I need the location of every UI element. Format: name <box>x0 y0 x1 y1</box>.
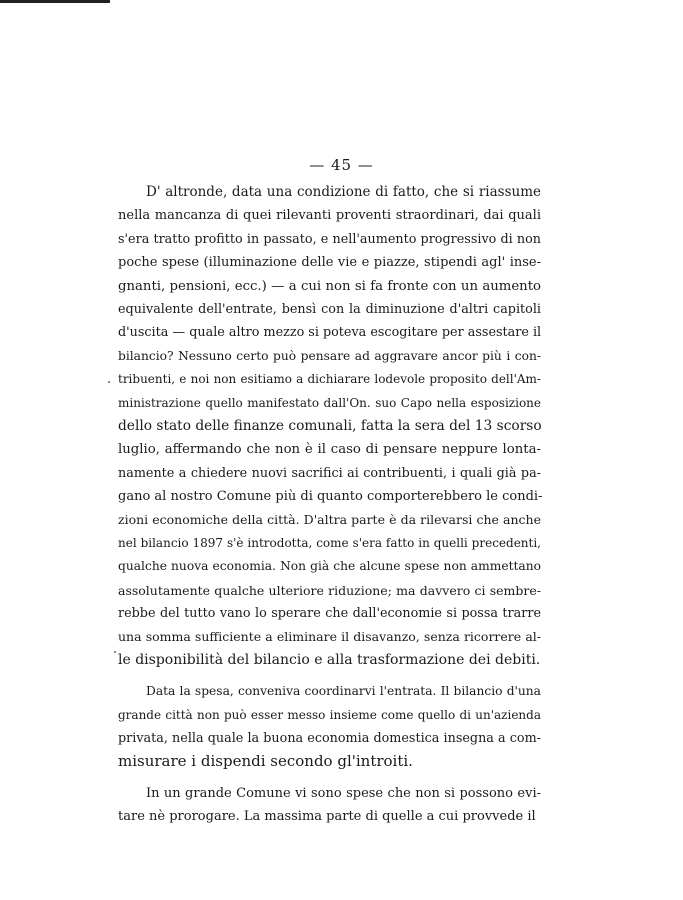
text-line: dello stato delle finanze comunali, fatta la sera del 13 scorso <box>118 417 542 434</box>
text-line: equivalente dell'entrate, bensì con la diminuzione d'altri capitoli <box>118 301 541 317</box>
paragraph <box>118 181 541 672</box>
text-line: In un grande Comune vi sono spese che non si possono evi- <box>146 785 541 801</box>
text-line: gano al nostro Comune più di quanto comporterebbero le condi- <box>118 489 543 505</box>
body-text <box>118 181 541 829</box>
text-line: luglio, affermando che non è il caso di pensare neppure lonta- <box>118 442 541 458</box>
text-line: misurare i dispendi secondo gl'introiti. <box>118 752 413 771</box>
text-line: nel bilancio 1897 s'è introdotta, come s'era fatto in quelli precedenti, <box>118 535 541 550</box>
text-line: Data la spesa, conveniva coordinarvi l'entrata. Il bilancio d'una <box>146 684 541 699</box>
paragraph-gap <box>118 672 541 680</box>
scan-speck <box>114 651 116 653</box>
text-line: tribuenti, e noi non esitiamo a dichiarare lodevole proposito dell'Am- <box>118 372 541 387</box>
text-line: le disponibilità del bilancio e alla trasformazione dei debiti. <box>118 651 541 668</box>
text-line: rebbe del tutto vano lo sperare che dall'economie si possa trarre <box>118 606 541 622</box>
text-line: assolutamente qualche ulteriore riduzione; ma davvero ci sembre- <box>118 582 541 598</box>
text-line: nella mancanza di quei rilevanti proventi straordinari, dai quali <box>118 208 541 224</box>
text-line: D' altronde, data una condizione di fatto, che si riassume <box>146 184 541 200</box>
paragraph <box>118 680 541 774</box>
text-line: una somma sufficiente a eliminare il disavanzo, senza ricorrere al- <box>118 629 541 645</box>
text-line: s'era tratto profitto in passato, e nell'aumento progressivo di non <box>118 231 541 247</box>
text-line: zioni economiche della città. D'altra parte è da rilevarsi che anche <box>118 512 541 528</box>
text-line: privata, nella quale la buona economia domestica insegna a com- <box>118 730 541 746</box>
text-line: qualche nuova economia. Non già che alcune spese non ammettano <box>118 559 541 574</box>
scan-speck <box>108 381 110 383</box>
text-line: bilancio? Nessuno certo può pensare ad aggravare ancor più i con- <box>118 348 541 363</box>
text-line: ministrazione quello manifestato dall'On. suo Capo nella esposizione <box>118 395 541 410</box>
text-line: namente a chiedere nuovi sacrifici ai contribuenti, i quali già pa- <box>118 465 541 481</box>
scan-edge-mark <box>0 0 110 3</box>
text-line: poche spese (illuminazione delle vie e piazze, stipendi agl' inse- <box>118 255 541 271</box>
text-line: d'uscita — quale altro mezzo si poteva escogitare per assestare il <box>118 325 542 341</box>
paragraph-gap <box>118 774 541 782</box>
page-number: — 45 — <box>309 156 374 174</box>
text-line: tare nè prorogare. La massima parte di quelle a cui provvede il <box>118 809 536 825</box>
paragraph <box>118 782 541 829</box>
text-line: gnanti, pensioni, ecc.) — a cui non si fa fronte con un aumento <box>118 278 541 294</box>
text-line: grande città non può esser messo insieme come quello di un'azienda <box>118 707 541 722</box>
